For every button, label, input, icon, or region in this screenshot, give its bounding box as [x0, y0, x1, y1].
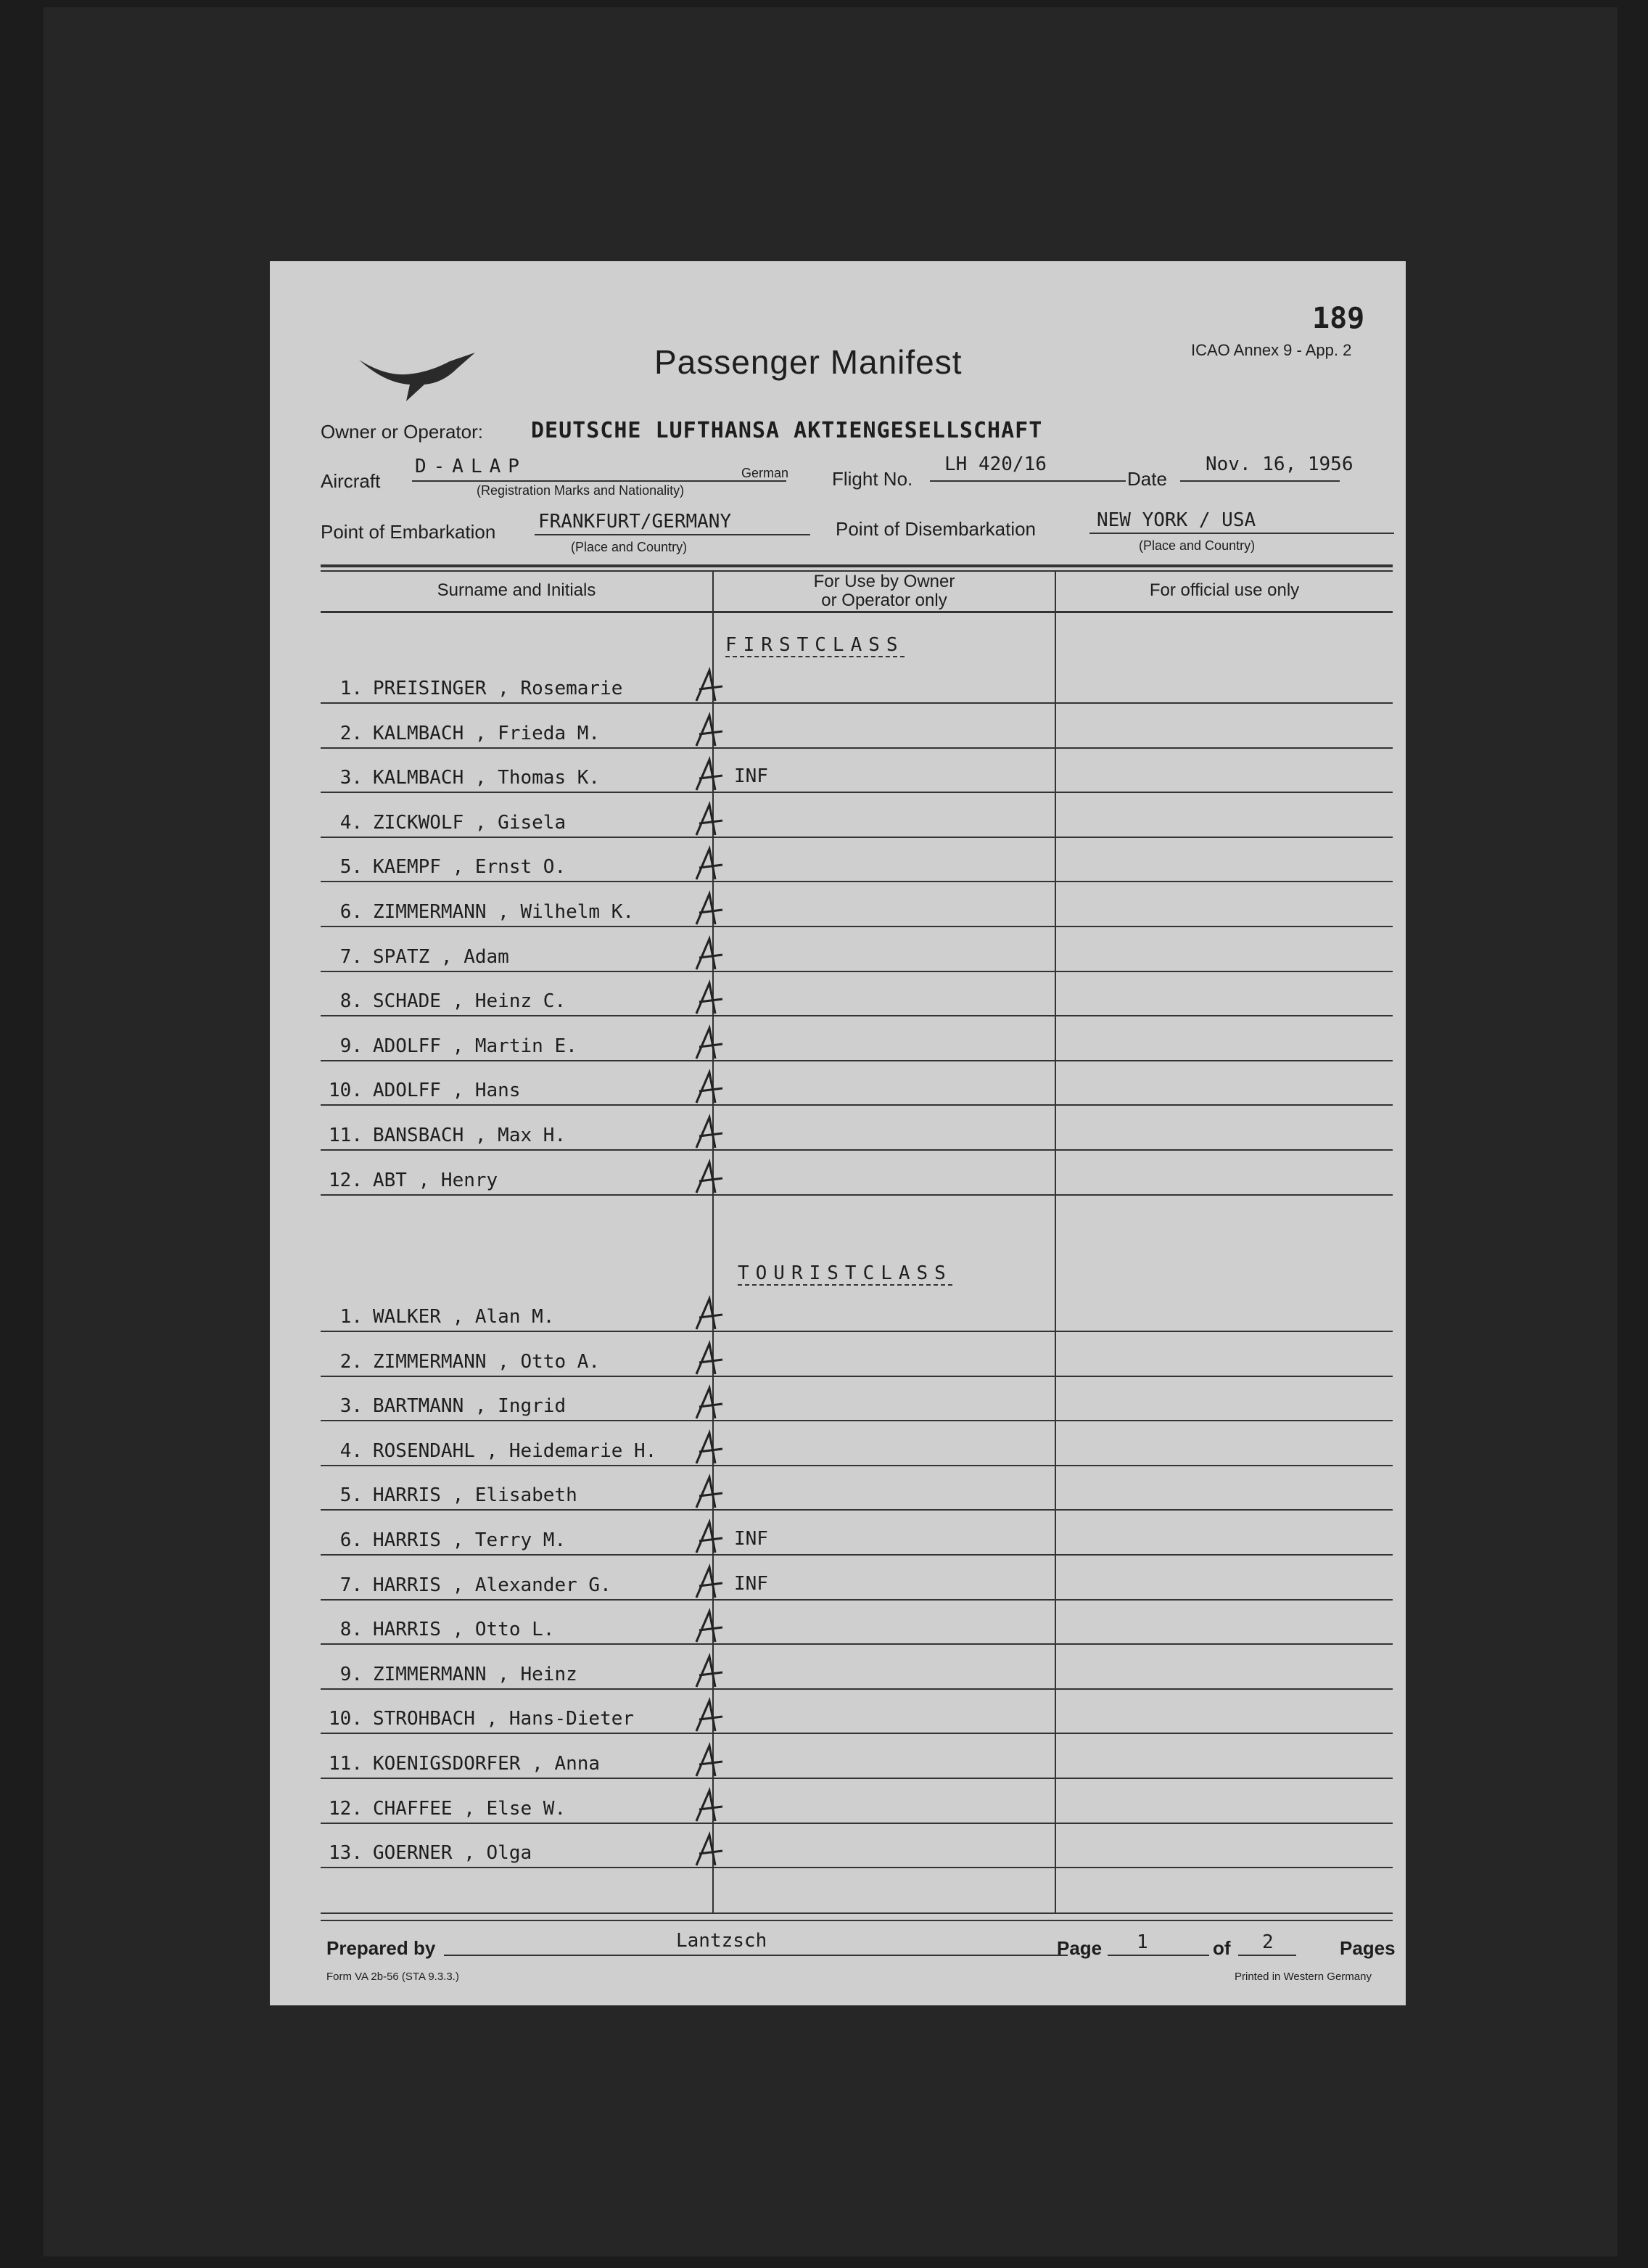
passenger-number: 8.: [339, 1619, 363, 1641]
passenger-name: GOERNER , Olga: [373, 1842, 532, 1865]
date-value: Nov. 16, 1956: [1206, 453, 1354, 475]
check-mark-icon: [689, 1516, 733, 1560]
check-mark-icon: [689, 843, 733, 887]
check-mark-icon: [689, 933, 733, 977]
document-title: Passenger Manifest: [654, 343, 963, 381]
passenger-number: 5.: [339, 856, 363, 879]
owner-label: Owner or Operator:: [321, 421, 483, 443]
passenger-name: ZIMMERMANN , Otto A.: [373, 1350, 601, 1373]
check-mark-icon: [689, 710, 733, 753]
aircraft-value: D-ALAP: [415, 456, 527, 477]
embarkation-caption: (Place and Country): [571, 540, 688, 554]
row-rule: [321, 1778, 1393, 1779]
check-mark-icon: [689, 1651, 733, 1694]
passenger-name: ZIMMERMANN , Wilhelm K.: [373, 901, 635, 923]
prepared-by-label: Prepared by: [326, 1937, 436, 1959]
row-rule: [321, 1420, 1393, 1421]
passenger-name: HARRIS , Otto L.: [373, 1619, 555, 1641]
date-label: Date: [1127, 468, 1167, 490]
disembarkation-value: NEW YORK / USA: [1097, 509, 1256, 531]
check-mark-icon: [689, 799, 733, 842]
passenger-name: KALMBACH , Frieda M.: [373, 722, 601, 744]
passenger-name: SCHADE , Heinz C.: [373, 990, 566, 1013]
check-mark-icon: [689, 1561, 733, 1605]
passenger-row: [326, 1125, 566, 1146]
check-mark-icon: [689, 1112, 733, 1155]
check-mark-icon: [689, 977, 733, 1021]
passenger-name: ROSENDAHL , Heidemarie H.: [373, 1439, 657, 1462]
row-rule: [321, 1194, 1393, 1196]
passenger-number: 7.: [339, 1574, 363, 1596]
passenger-number: 6.: [339, 901, 363, 923]
prepared-by-value: Lantzsch: [676, 1930, 767, 1952]
passenger-number: 7.: [339, 945, 363, 968]
page-number: 189: [1312, 302, 1365, 335]
passenger-name: ZIMMERMANN , Heinz: [373, 1663, 577, 1685]
passenger-name: ABT , Henry: [373, 1169, 498, 1191]
row-rule: [321, 1688, 1393, 1690]
row-rule: [321, 1643, 1393, 1645]
row-rule: [321, 837, 1393, 838]
disembarkation-label: Point of Disembarkation: [836, 518, 1037, 540]
check-mark-icon: [689, 1606, 733, 1649]
passenger-number: 2.: [339, 722, 363, 744]
passenger-row: [326, 1306, 554, 1328]
check-mark-icon: [689, 665, 733, 708]
printed-note: Printed in Western Germany: [1235, 1971, 1372, 1983]
annex-reference: ICAO Annex 9 - App. 2: [1191, 341, 1352, 359]
passenger-note: INF: [734, 1528, 768, 1550]
passenger-row: [326, 812, 566, 834]
of-label: of: [1213, 1937, 1231, 1959]
page-value: 1: [1137, 1931, 1148, 1953]
passenger-row: [326, 1798, 566, 1820]
passenger-name: SPATZ , Adam: [373, 945, 509, 968]
passenger-number: 8.: [339, 990, 363, 1013]
passenger-name: HARRIS , Terry M.: [373, 1529, 566, 1551]
passenger-number: 9.: [339, 1663, 363, 1685]
passenger-row: [326, 990, 566, 1012]
column-header-official: For official use only: [1149, 580, 1300, 600]
passenger-number: 2.: [339, 1350, 363, 1373]
passenger-note: INF: [734, 1572, 768, 1595]
passenger-number: 10.: [329, 1080, 363, 1102]
passenger-row: [326, 1440, 656, 1462]
manifest-sheet: [270, 261, 1406, 2005]
aircraft-caption: (Registration Marks and Nationality): [477, 483, 685, 498]
page-label: Page: [1057, 1937, 1103, 1959]
passenger-number: 3.: [339, 767, 363, 789]
disembarkation-caption: (Place and Country): [1139, 538, 1256, 553]
row-rule: [321, 747, 1393, 749]
row-rule: [321, 1599, 1393, 1601]
passenger-name: BARTMANN , Ingrid: [373, 1395, 566, 1418]
row-rule: [321, 971, 1393, 972]
check-mark-icon: [689, 1156, 733, 1200]
passenger-number: 4.: [339, 811, 363, 834]
passenger-number: 5.: [339, 1484, 363, 1507]
row-rule: [321, 792, 1393, 793]
passenger-row: [326, 1035, 577, 1057]
passenger-row: [326, 1619, 554, 1640]
passenger-row: [326, 1170, 498, 1191]
embarkation-value: FRANKFURT/GERMANY: [538, 511, 732, 533]
passenger-number: 12.: [329, 1169, 363, 1191]
row-rule: [321, 1015, 1393, 1016]
row-rule: [321, 1465, 1393, 1466]
check-mark-icon: [689, 1382, 733, 1426]
flight-value: LH 420/16: [944, 453, 1047, 475]
column-header-owner-use-2: or Operator only: [821, 591, 947, 610]
row-rule: [321, 1733, 1393, 1734]
passenger-row: [326, 1080, 521, 1101]
check-mark-icon: [689, 1695, 733, 1738]
passenger-name: STROHBACH , Hans-Dieter: [373, 1708, 635, 1730]
check-mark-icon: [689, 1338, 733, 1381]
passenger-row: [326, 1484, 577, 1506]
passenger-row: [326, 1753, 600, 1775]
passenger-row: [326, 946, 509, 968]
passenger-name: CHAFFEE , Else W.: [373, 1797, 566, 1820]
passenger-number: 3.: [339, 1395, 363, 1418]
embarkation-label: Point of Embarkation: [321, 521, 496, 543]
column-header-surname: Surname and Initials: [437, 580, 596, 600]
passenger-row: [326, 1395, 566, 1417]
check-mark-icon: [689, 1427, 733, 1471]
check-mark-icon: [689, 1067, 733, 1110]
passenger-number: 1.: [339, 1306, 363, 1328]
check-mark-icon: [689, 754, 733, 797]
passenger-row: [326, 1351, 600, 1373]
check-mark-icon: [689, 1471, 733, 1515]
passenger-number: 6.: [339, 1529, 363, 1551]
check-mark-icon: [689, 888, 733, 932]
check-mark-icon: [689, 1022, 733, 1066]
passenger-row: [326, 1574, 611, 1596]
row-rule: [321, 1060, 1393, 1061]
row-rule: [321, 1376, 1393, 1377]
passenger-row: [326, 856, 566, 878]
check-mark-icon: [689, 1829, 733, 1873]
passenger-row: [326, 1529, 566, 1551]
check-mark-icon: [689, 1740, 733, 1783]
passenger-name: HARRIS , Elisabeth: [373, 1484, 577, 1507]
row-rule: [321, 881, 1393, 882]
passenger-name: HARRIS , Alexander G.: [373, 1574, 611, 1596]
of-value: 2: [1262, 1931, 1274, 1953]
pages-label: Pages: [1340, 1937, 1396, 1959]
form-code: Form VA 2b-56 (STA 9.3.3.): [326, 1971, 459, 1983]
passenger-number: 11.: [329, 1753, 363, 1775]
row-rule: [321, 1331, 1393, 1332]
passenger-number: 10.: [329, 1708, 363, 1730]
owner-value: DEUTSCHE LUFTHANSA AKTIENGESELLSCHAFT: [531, 418, 1043, 443]
passenger-name: BANSBACH , Max H.: [373, 1125, 566, 1146]
row-rule: [321, 1554, 1393, 1556]
passenger-number: 4.: [339, 1439, 363, 1462]
check-mark-icon: [689, 1785, 733, 1828]
crane-logo-icon: [355, 347, 479, 405]
passenger-number: 9.: [339, 1035, 363, 1057]
passenger-name: ADOLFF , Hans: [373, 1080, 521, 1102]
passenger-name: ZICKWOLF , Gisela: [373, 811, 566, 834]
row-rule: [321, 1149, 1393, 1151]
passenger-row: [326, 901, 634, 923]
row-rule: [321, 926, 1393, 927]
passenger-name: KOENIGSDORFER , Anna: [373, 1753, 601, 1775]
passenger-name: ADOLFF , Martin E.: [373, 1035, 577, 1057]
row-rule: [321, 702, 1393, 704]
passenger-number: 1.: [339, 678, 363, 699]
passenger-row: [326, 1842, 532, 1864]
row-rule: [321, 1867, 1393, 1868]
first-class-heading: FIRSTCLASS: [725, 634, 905, 656]
passenger-row: [326, 723, 600, 744]
passenger-note: INF: [734, 765, 768, 788]
row-rule: [321, 1104, 1393, 1106]
passenger-name: KAEMPF , Ernst O.: [373, 856, 566, 879]
passenger-number: 12.: [329, 1797, 363, 1820]
flight-label: Flight No.: [832, 468, 913, 490]
passenger-number: 13.: [329, 1842, 363, 1865]
passenger-row: [326, 1708, 634, 1730]
passenger-name: PREISINGER , Rosemarie: [373, 678, 623, 699]
aircraft-label: Aircraft: [321, 470, 381, 492]
passenger-row: [326, 678, 622, 699]
passenger-row: [326, 1664, 577, 1685]
row-rule: [321, 1509, 1393, 1511]
row-rule: [321, 1823, 1393, 1824]
passenger-number: 11.: [329, 1125, 363, 1146]
column-header-owner-use-1: For Use by Owner: [813, 572, 955, 591]
aircraft-nationality: German: [741, 466, 789, 480]
check-mark-icon: [689, 1293, 733, 1336]
passenger-row: [326, 767, 600, 789]
passenger-name: KALMBACH , Thomas K.: [373, 767, 601, 789]
tourist-class-heading: TOURISTCLASS: [738, 1262, 952, 1284]
passenger-name: WALKER , Alan M.: [373, 1306, 555, 1328]
